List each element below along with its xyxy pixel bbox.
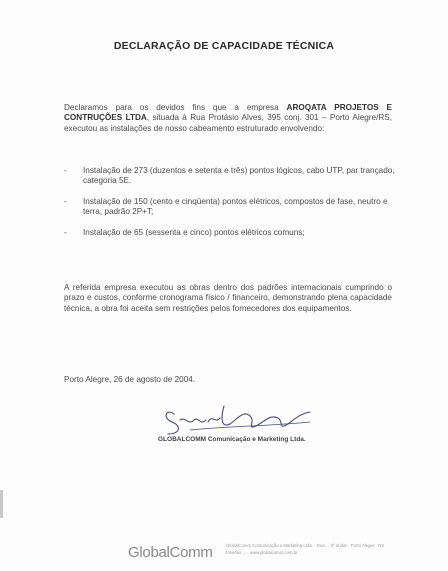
handwritten-signature — [160, 400, 320, 440]
footer-line-2: fone/fax ... · www.globalcomm.com.br — [226, 549, 298, 555]
list-item-text: Instalação de 65 (sessenta e cinco) pontos elétricos comuns; — [83, 227, 305, 237]
list-bullet: - — [64, 227, 67, 237]
list-item-text: Instalação de 150 (cento e cinqüenta) pontos elétricos, compostos de fase, neutro e terra, padrão 2P+T; — [83, 196, 388, 217]
intro-text-before: Declaramos para os devidos fins que a empresa — [64, 103, 287, 112]
document-title: DECLARAÇÃO DE CAPACIDADE TÉCNICA — [113, 40, 335, 52]
list-bullet: - — [64, 196, 67, 206]
installation-list — [64, 166, 398, 248]
date-line: Porto Alegre, 26 de agosto de 2004. — [64, 375, 196, 384]
list-item — [64, 166, 398, 187]
list-bullet: - — [64, 166, 67, 175]
list-item — [64, 228, 398, 238]
scan-edge-mark — [0, 490, 3, 518]
list-item — [64, 197, 398, 218]
intro-paragraph — [64, 103, 392, 134]
closing-paragraph: A referida empresa executou as obras dentro dos padrões internacionais cumprindo o prazo e custos, conforme cronograma físico / financeiro, demonstrando plena capacidade técnica, a obra foi aceita sem restrições pelos fornecedores dos equipamentos. — [64, 283, 392, 313]
globalcomm-logo: GlobalComm — [128, 544, 213, 561]
intro-text-after: , situada à Rua Protásio Alves, 395 conj. 301 – Porto Alegre/RS, executou as instalações de nosso cabeamento estruturado envolvendo: — [64, 113, 393, 133]
signatory-company: GLOBALCOMM Comunicação e Marketing Ltda. — [158, 436, 306, 443]
footer-line-1: GlobalComm Comunicação e Marketing Ltda. · Rua ... 3° andar · Porto Alegre · RS — [226, 543, 385, 548]
list-item-text: Instalação de 273 (duzentos e setenta e três) pontos lógicos, cabo UTP, par trançado, categoria 5E. — [83, 166, 395, 186]
footer-address — [226, 543, 440, 556]
company-name: AROQATA PROJETOS E CONTRUÇÕES LTDA — [64, 103, 392, 123]
